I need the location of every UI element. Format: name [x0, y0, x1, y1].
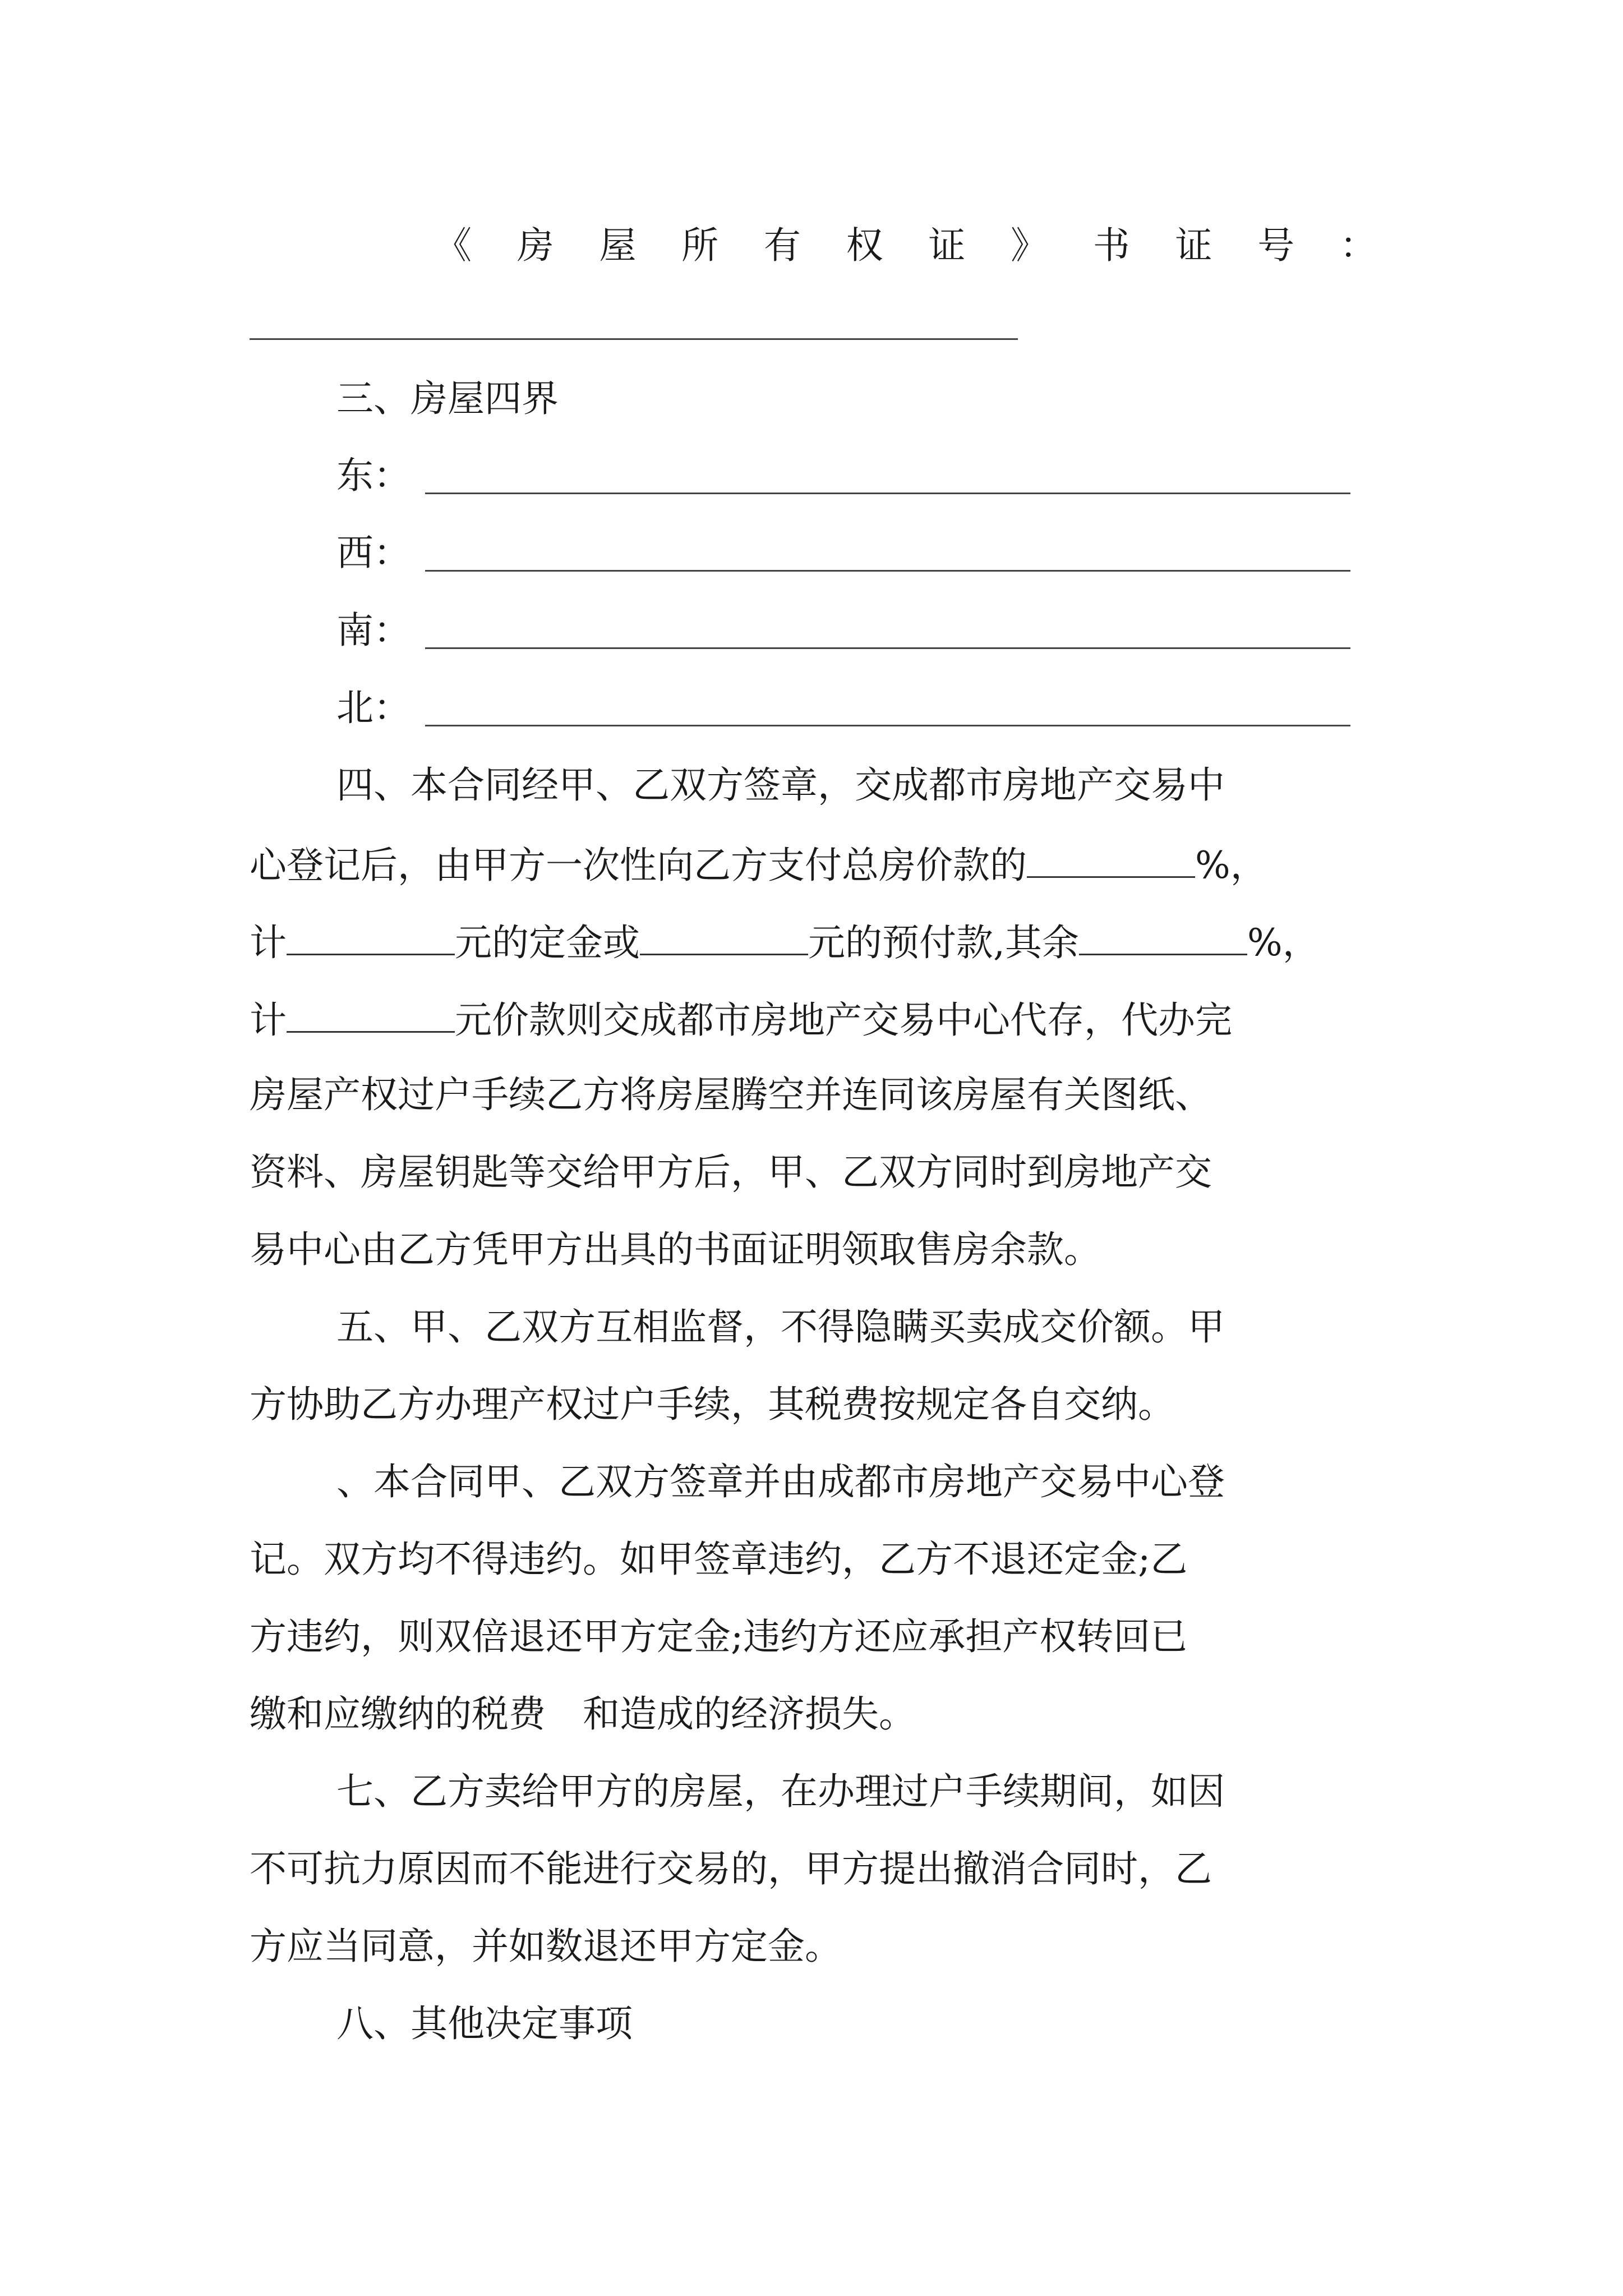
- clause4-line4: [250, 992, 1232, 1046]
- clause6-text: 缴和应缴纳的税费: [250, 1692, 546, 1736]
- clause4-text: 元的定金或: [455, 921, 640, 964]
- boundary-south-field: [425, 647, 1350, 649]
- clause4-text: 元的预付款,其余: [808, 921, 1079, 964]
- clause4-line6: 资料、房屋钥匙等交给甲方后，甲、乙双方同时到房地产交: [250, 1151, 1212, 1194]
- escrow-amount-blank: [287, 992, 455, 1033]
- clause7-line1: 七、乙方卖给甲方的房屋，在办理过户手续期间，如因: [336, 1770, 1225, 1813]
- cert-char: 《: [435, 224, 472, 267]
- cert-char: 屋: [599, 224, 637, 267]
- clause4-line1: [336, 760, 1391, 811]
- boundary-east-field: [425, 493, 1350, 494]
- clause6-line2: 记。双方均不得违约。如甲签章违约，乙方不退还定金;乙: [250, 1538, 1188, 1581]
- clause4-text: %，: [1247, 921, 1320, 964]
- clause4-text: 心登记后，由甲方一次性向乙方支付总房价款的: [250, 844, 1027, 887]
- cert-char: 书: [1092, 224, 1130, 267]
- clause4-text: %，: [1195, 844, 1267, 887]
- clause4-line3: [250, 914, 1320, 969]
- clause4-text: 计: [250, 999, 287, 1042]
- payment-percent-blank: [1027, 837, 1195, 878]
- cert-char: 证: [1175, 224, 1212, 267]
- cert-char: ：: [1339, 224, 1377, 267]
- cert-char: 》: [1011, 224, 1048, 267]
- clause6-line1: 、本合同甲、乙双方签章并由成都市房地产交易中心登: [336, 1460, 1225, 1503]
- boundary-south-label: 南：: [336, 609, 411, 652]
- boundary-north-field: [425, 725, 1350, 726]
- boundary-east-label: 东：: [336, 454, 411, 497]
- cert-char: 证: [928, 224, 966, 267]
- cert-char: 权: [846, 224, 883, 267]
- clause4-line2: [250, 837, 1267, 891]
- cert-char: 房: [517, 224, 554, 267]
- certificate-number-underline: [250, 338, 1018, 340]
- clause7-line2: 不可抗力原因而不能进行交易的，甲方提出撤消合同时，乙: [250, 1847, 1212, 1890]
- cert-char: 有: [763, 224, 801, 267]
- clause5-line1: 五、甲、乙双方互相监督，不得隐瞒买卖成交价额。甲: [336, 1305, 1225, 1349]
- clause4-text: 计: [250, 921, 287, 964]
- clause8-heading: 八、其他决定事项: [336, 2002, 633, 2045]
- certificate-number-line: [435, 220, 1377, 272]
- clause5-line2: 方协助乙方办理产权过户手续，其税费按规定各自交纳。: [250, 1383, 1175, 1426]
- clause7-line3: 方应当同意，并如数退还甲方定金。: [250, 1925, 842, 1968]
- prepayment-amount-blank: [640, 914, 808, 955]
- boundary-north-label: 北：: [336, 686, 411, 729]
- clause4-text: 元价款则交成都市房地产交易中心代存，代办完: [455, 999, 1232, 1042]
- remaining-percent-blank: [1079, 914, 1247, 955]
- clause6-text: 和造成的经济损失。: [583, 1692, 916, 1736]
- boundary-west-field: [425, 570, 1350, 572]
- boundaries-heading: 三、房屋四界: [336, 377, 559, 420]
- cert-char: 所: [681, 224, 719, 267]
- clause4-line5: 房屋产权过户手续乙方将房屋腾空并连同该房屋有关图纸、: [250, 1073, 1212, 1116]
- cert-char: 号: [1257, 224, 1295, 267]
- clause4-text: 四、本合同经甲、乙双方签章，交成都市房地产交易中: [336, 763, 1225, 807]
- deposit-amount-blank: [287, 914, 455, 955]
- clause6-line4: [250, 1688, 916, 1740]
- boundary-west-label: 西：: [336, 531, 411, 574]
- clause6-line3: 方违约，则双倍退还甲方定金;违约方还应承担产权转回已: [250, 1615, 1188, 1658]
- clause4-line7: 易中心由乙方凭甲方出具的书面证明领取售房余款。: [250, 1228, 1101, 1271]
